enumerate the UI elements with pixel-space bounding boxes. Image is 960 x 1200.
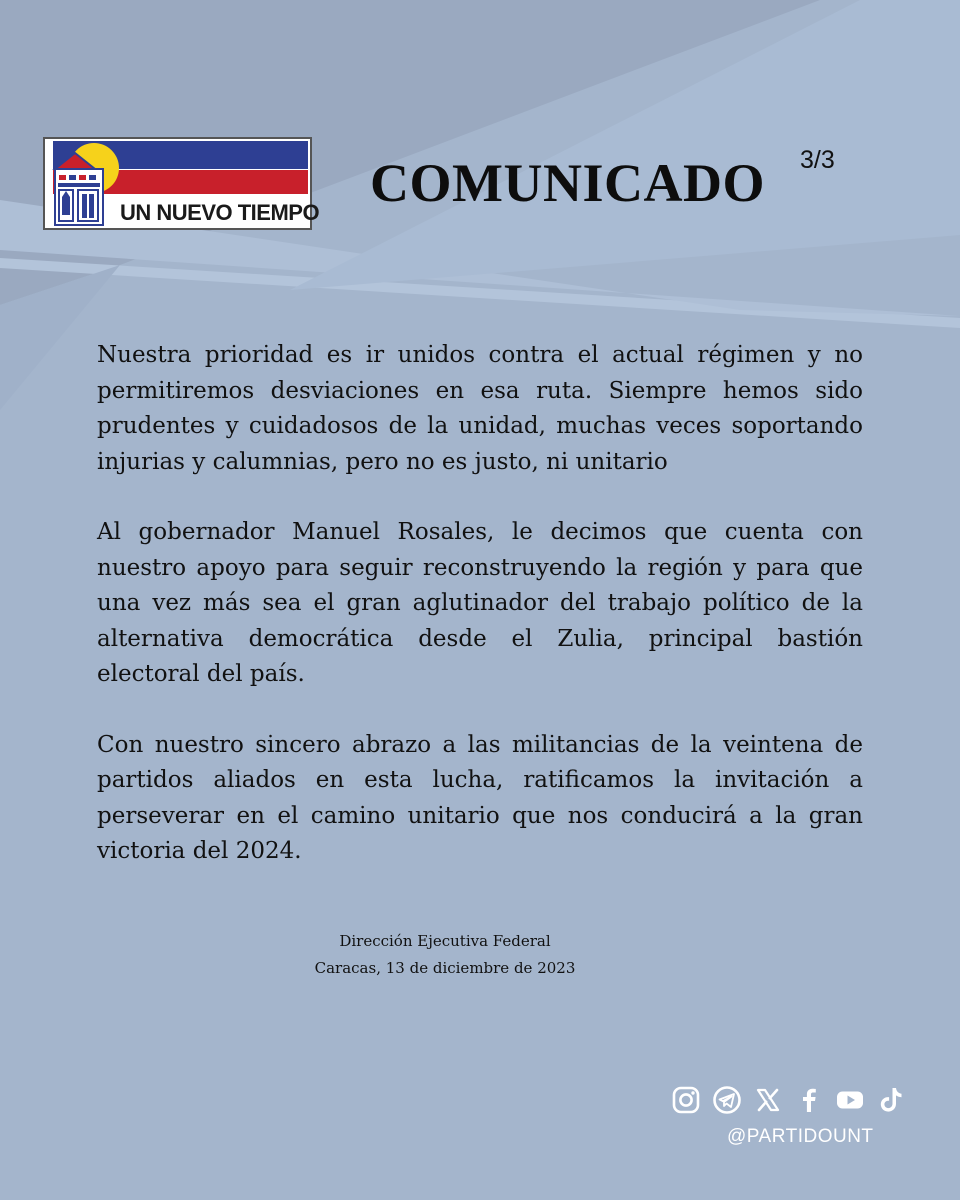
paragraph-1: Nuestra prioridad es ir unidos contra el actual régimen y no permitiremos desviaciones en esa ruta. Siempre hemos sido prudentes y cuidadosos de la unidad, muchas veces soportando injurias y calumnias, pero no es justo, ni unitario xyxy=(97,342,863,475)
signature-place-date: Caracas, 13 de diciembre de 2023 xyxy=(314,959,576,977)
party-logo xyxy=(43,137,320,230)
tiktok-icon[interactable] xyxy=(875,1084,907,1116)
signature-issuer: Dirección Ejecutiva Federal xyxy=(339,932,551,950)
communique-body xyxy=(97,338,863,905)
x-icon[interactable] xyxy=(752,1084,784,1116)
page-title: COMUNICADO xyxy=(370,153,765,213)
paragraph-2: Al gobernador Manuel Rosales, le decimos que cuenta con nuestro apoyo para seguir reconstruyendo la región y para que una vez más sea el gran aglutinador del trabajo político de la alternativa democrática desde el Zulia, principal bastión electoral del país. xyxy=(97,519,863,687)
logo-wordmark: UN NUEVO TIEMPO xyxy=(120,200,320,225)
page-counter: 3/3 xyxy=(800,146,835,174)
facebook-icon[interactable] xyxy=(793,1084,825,1116)
social-icons xyxy=(670,1084,907,1116)
social-handle[interactable]: @PARTIDOUNT xyxy=(727,1126,874,1147)
instagram-icon[interactable] xyxy=(670,1084,702,1116)
signature-block xyxy=(255,928,635,982)
youtube-icon[interactable] xyxy=(834,1084,866,1116)
telegram-icon[interactable] xyxy=(711,1084,743,1116)
paragraph-3: Con nuestro sincero abrazo a las militancias de la veintena de partidos aliados en esta lucha, ratificamos la invitación a perseverar en el camino unitario que nos conducirá a la gran victoria del 2024. xyxy=(97,731,863,864)
